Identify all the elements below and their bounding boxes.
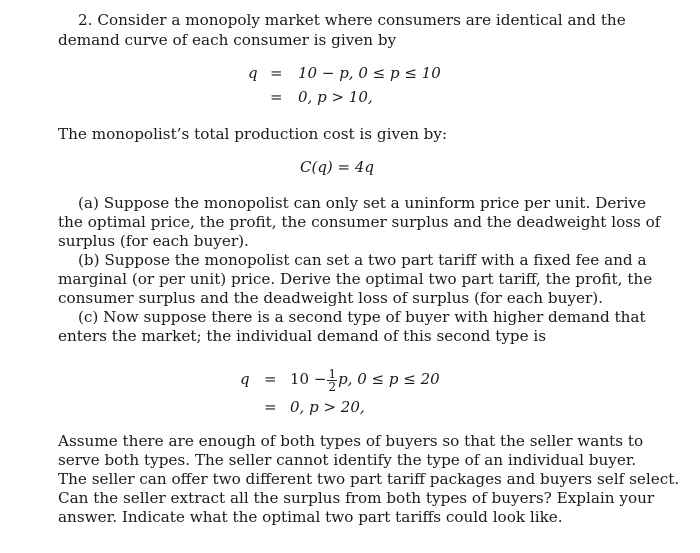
fraction-numerator: 1	[328, 366, 337, 381]
final-line-1: Assume there are enough of both types of buyers so that the seller wants to	[58, 432, 644, 450]
demand1-row2-rhs: 0, p > 10,	[298, 88, 373, 106]
final-line-5: answer. Indicate what the optimal two part tariffs could look like.	[58, 508, 563, 526]
part-b-line-1: (b) Suppose the monopolist can set a two part tariff with a fixed fee and a	[78, 251, 647, 269]
demand2-row1-pre: 10 −	[290, 370, 327, 388]
part-b-line-2: marginal (or per unit) price. Derive the optimal two part tariff, the profit, the	[58, 270, 653, 288]
final-line-2: serve both types. The seller cannot identify the type of an individual buyer.	[58, 451, 637, 469]
part-a-line-2: the optimal price, the profit, the consumer surplus and the deadweight loss of	[58, 213, 661, 231]
demand1-lhs: q	[248, 64, 258, 82]
demand2-lhs: q	[240, 370, 250, 388]
demand1-row2-rel: =	[270, 88, 283, 106]
final-line-4: Can the seller extract all the surplus from both types of buyers? Explain your	[58, 489, 655, 507]
intro-line-1: 2. Consider a monopoly market where consumers are identical and the	[78, 11, 626, 29]
demand2-row1-rhs	[290, 361, 440, 397]
demand2-row2-rel: =	[264, 398, 277, 416]
demand1-row1-rel: =	[270, 64, 283, 82]
intro-line-2: demand curve of each consumer is given by	[58, 31, 397, 49]
demand1-row1-rhs: 10 − p, 0 ≤ p ≤ 10	[298, 64, 441, 82]
cost-intro: The monopolist’s total production cost is given by:	[58, 125, 448, 143]
one-half-fraction	[327, 368, 337, 393]
part-a-line-3: surplus (for each buyer).	[58, 232, 249, 250]
final-line-3: The seller can offer two different two part tariff packages and buyers self select.	[58, 470, 680, 488]
part-a-line-1: (a) Suppose the monopolist can only set a uninform price per unit. Derive	[78, 194, 646, 212]
demand2-row1-rel: =	[264, 370, 277, 388]
part-c-line-2: enters the market; the individual demand of this second type is	[58, 327, 547, 345]
fraction-denominator: 2	[328, 379, 337, 394]
demand2-row1-post: p, 0 ≤ p ≤ 20	[338, 370, 440, 388]
part-b-line-3: consumer surplus and the deadweight loss of surplus (for each buyer).	[58, 289, 603, 307]
part-c-line-1: (c) Now suppose there is a second type of buyer with higher demand that	[78, 308, 646, 326]
cost-formula: C(q) = 4q	[300, 158, 375, 176]
demand2-row2-rhs: 0, p > 20,	[290, 398, 365, 416]
